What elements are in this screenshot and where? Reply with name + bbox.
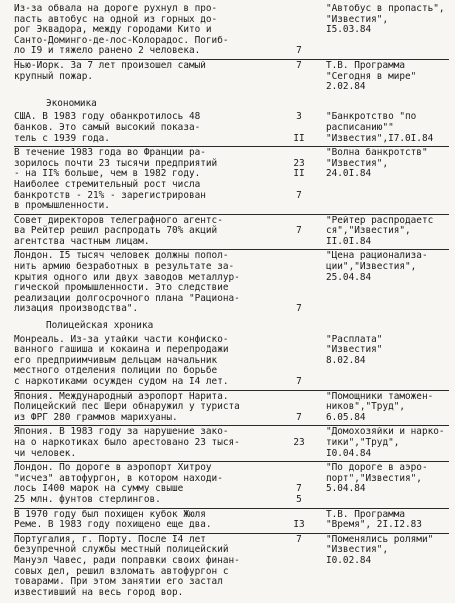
entry-source: "Расплата" "Известия" 8.02.84 (326, 334, 383, 366)
entries-top (14, 3, 449, 95)
section-heading-economy: Экономика (46, 97, 97, 109)
entry-source: Т.В. Программа "Время", 2I.I2.83 (326, 509, 422, 531)
entry-text: Япония. В 1983 году за нарушение зако- на о наркотиках было арестовано 23 тыся- чи человек. (14, 427, 240, 459)
entry-source: "Волна банкротств" "Известия", 24.0I.84 (326, 148, 428, 180)
entry-text: Лондон. По дороге в аэропорт Хитроу "исчез" автофургон, в котором находи- лось I400 марок на сумму свыше 25 млн. фунтов стерлингов. (14, 463, 223, 505)
entry-number: 7 (296, 533, 302, 545)
entry-source: "Помощники таможен- ников","Труд", 6.05.84 (326, 391, 434, 423)
entry-row (14, 60, 449, 95)
entry-row (14, 462, 449, 508)
entry-text: Нью-Йорк. За 7 лет произошел самый крупный пожар. (14, 60, 206, 82)
entry-source: "Автобус в пропасть", "Известия", I5.03.84 (326, 4, 445, 36)
entry-text: Португалия, г. Порту. После I4 лет безупречной службы местный полицейский Мануэл Чавес, ради поправки своих финан- совых дел, решил взломать автофургон с товарами. При этом занятии его застал известивший на весь город вор. (14, 534, 240, 598)
entry-source: "Рейтер распродаетс ся","Известия", II.0I.84 (326, 215, 434, 247)
entry-row (14, 111, 449, 147)
entry-source: Т.В. Программа "Сегодня в мире" 2.02.84 (326, 60, 417, 93)
entry-number: 23 (293, 436, 305, 448)
entry-text: Лондон. I5 тысяч человек должны попол- нить армию безработных в результате за- крытия одного или двух заводов металлур- гической промышленности. Это следствие реализации долгосрочного плана "Рациона- лизация производства". (14, 251, 240, 315)
entry-number: 7 (296, 45, 302, 57)
entry-number: 7 (296, 376, 302, 387)
entries-economy (14, 111, 449, 317)
entry-row (14, 509, 449, 534)
entries-police (14, 334, 449, 601)
entry-number: 23 II 7 (293, 157, 305, 201)
entry-row (14, 426, 449, 462)
entry-row (14, 3, 449, 60)
entry-row (14, 250, 449, 317)
entry-source: "Банкротство "по расписанию"" "Известия",I7.0I.84 (326, 112, 434, 144)
entry-number: 7 (296, 411, 302, 423)
entry-text: Совет директоров телеграфного агентс- ва Рейтер решил распродать 70% акций агентства частным лицам. (14, 215, 223, 247)
entry-row (14, 391, 449, 427)
entry-number: I3 (293, 519, 305, 531)
entry-source: "Цена рационализа- ции","Известия", 25.04.84 (326, 251, 428, 283)
entry-text: Из-за обвала на дороге рухнул в про- пасть автобус на одной из горных до- рог Эквадора, между городами Кито и Санто-Доминго-де-лос-Колорадос. Погиб- ло I9 и тяжело ранено 2 человека. (14, 4, 229, 57)
entry-row (14, 534, 449, 601)
entry-text: В течение 1983 года во Франции ра- зорилось почти 23 тысячи предприятий - на II% больше, чем в 1982 году. Наиболее стремительный рост числа банкротств - 21% - зарегистрирован в промышленности. (14, 148, 218, 212)
entry-source: "Поменялись ролями" "Известия", I0.02.84 (326, 534, 434, 566)
entry-number: 7 (296, 225, 302, 237)
section-heading-police: Полицейская хроника (46, 320, 154, 332)
entry-number: 7 (296, 59, 302, 71)
entry-row (14, 334, 449, 391)
entry-number: 7 (296, 303, 302, 315)
entry-text: США. В 1983 году обанкротилось 48 банков. Это самый высокий показа- тель с 1939 года. (14, 112, 201, 144)
entry-source: "Домохозяйки и нарко- тики","Труд", I0.04.84 (326, 427, 445, 459)
entry-number: 7 5 (296, 483, 302, 505)
entry-text: Монреаль. Из-за утайки части конфискo- ванного гашиша и кокаина и перепродажи его предприимчивым дельцам начальник местного отделения полиции по борьбе с наркотиками осужден судом на I4 лет. (14, 334, 229, 387)
entry-row (14, 215, 449, 251)
entry-source: "По дороге в аэро- порт","Известия", 5.04.84 (326, 463, 428, 495)
entry-row (14, 147, 449, 215)
entry-number: 3 II (293, 111, 305, 144)
entry-text: В 1970 году был похищен кубок Жюля Реме. В 1983 году похищено еще два. (14, 509, 212, 531)
entry-text: Япония. Международный аэропорт Нарита. Полицейский пес Шери обнаружил у туриста из ФРГ 280 граммов марихуаны. (14, 391, 240, 423)
